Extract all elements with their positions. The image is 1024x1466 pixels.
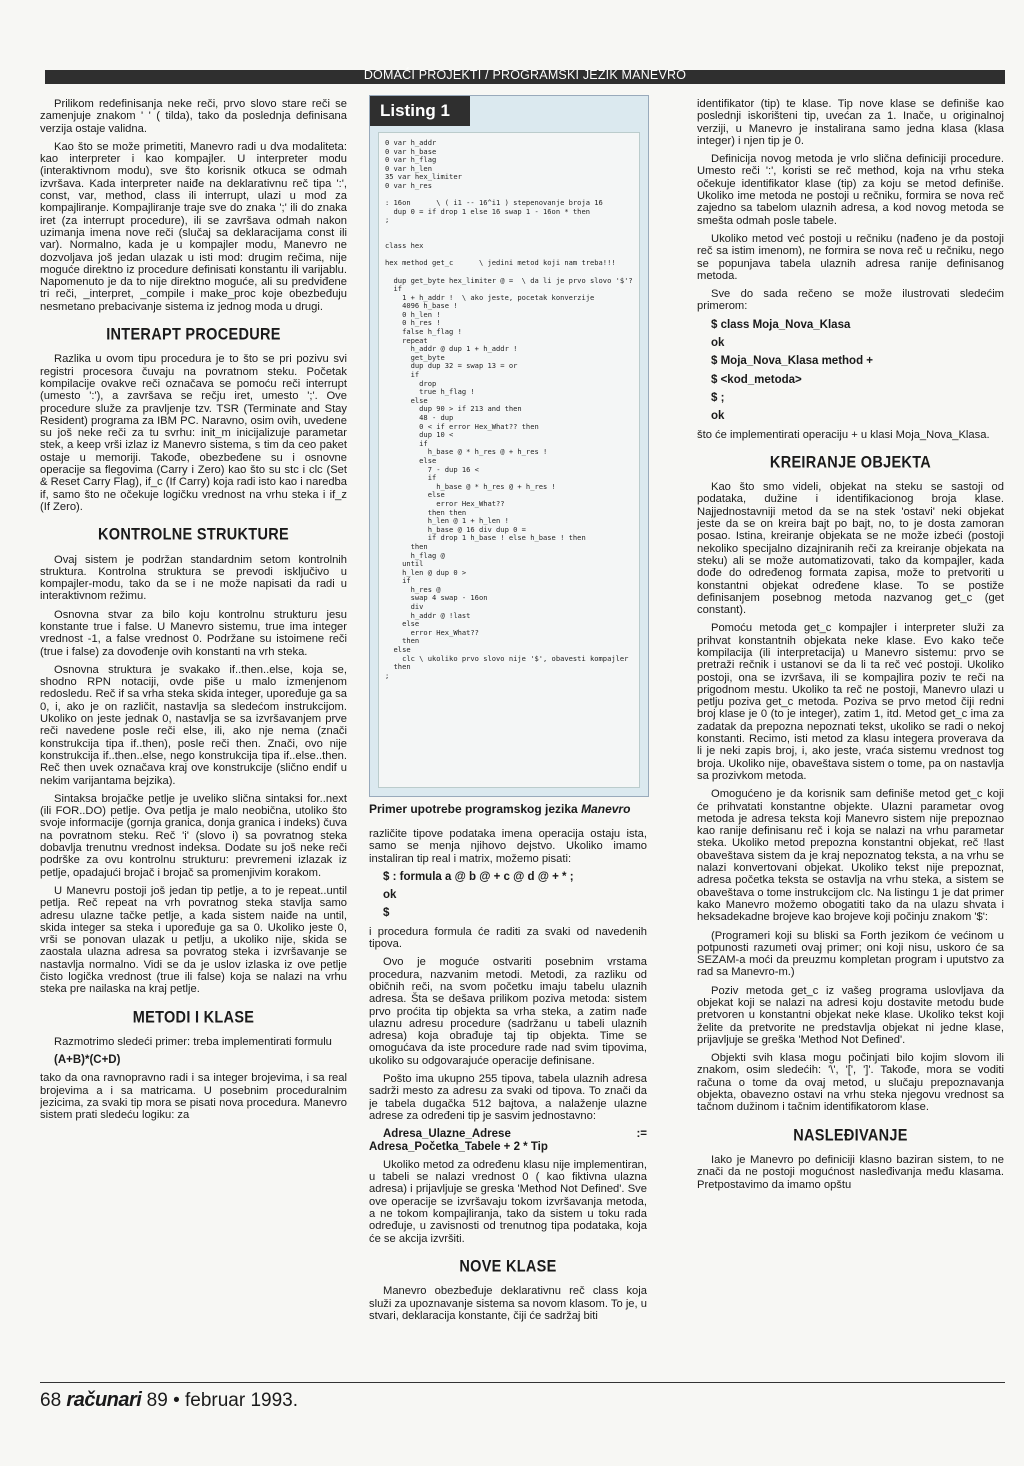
article-column-3 bbox=[697, 98, 1004, 1383]
paragraph: Ovo je moguće ostvariti posebnim vrstama procedura, nazvanim metodi. Metodi, za razliku od običnih reči, na svom početku imaju tabelu ulaznih adresa. Šta se dešava prilikom poziva metoda: sistem prvo proćita tip objekta sa vrha steka, a zatim nađe ulaznu adresu procedure (sadržanu u tabeli ulaznih adresa) koja obrađuje taj tip objekta. Time se omogućava da iste procedure rade nad svim tipovima, ukoliko su odgovarajuće operacije definisane. bbox=[369, 956, 647, 1067]
footer-bullet: • bbox=[173, 1390, 180, 1411]
listing-code-panel bbox=[378, 132, 640, 788]
issue-date: februar 1993. bbox=[185, 1390, 299, 1411]
paragraph: Omogućeno je da korisnik sam definiše metod get_c koji će prihvatati konstantne objekte. Ulazni parametar ovog metoda je adresa teksta koji Manevro sistem nije prepoznao kao ranije definisanu reč i koja se nalazi na vrhu parametar steka. Ukoliko metod prepozna konstantni objekat, reč !last obaveštava sistem da je kraj nepoznatog teksta, a na vrhu se nalazi konvertovani objekat. Ukoliko tekst nije prepoznat, adresa početka teksta se ostavlja na vrhu steka, a sistem se obaveštava o tome instrukcijom clc. Na listingu 1 je dat primer kako Manevro možemo obogatiti tako da na ulazu shvata i heksadekadne brojeve kao brojeve koji počinju znakom '$': bbox=[697, 788, 1004, 924]
listing-box bbox=[369, 95, 649, 797]
paragraph: Ukoliko metod za određenu klasu nije implementiran, u tabeli se nalazi vrednost 0 ( kao fiktivna ulazna adresa) i prijavljuje se greska 'Method Not Defined'. Sve ove operacije se izvršavaju tokom izvršavanja metoda, a ne tokom kompajliranja, tako da sistem u toku rada određuje, u zavisnosti od trenutnog tipa podataka, koja će se akcija izvršiti. bbox=[369, 1158, 647, 1245]
code-line: ok bbox=[711, 410, 725, 423]
paragraph: i procedura formula će raditi za svaki od navedenih tipova. bbox=[369, 925, 647, 951]
paragraph: Razmotrimo sledeći primer: treba implementirati formulu bbox=[54, 1035, 332, 1048]
code-line: $ bbox=[383, 907, 390, 920]
section-heading-kontrolne: KONTROLNE STRUKTURE bbox=[98, 525, 289, 545]
section-heading-interapt: INTERAPT PROCEDURE bbox=[106, 325, 281, 345]
code-line: $ class Moja_Nova_Klasa bbox=[711, 318, 851, 331]
section-heading-nove-klase: NOVE KLASE bbox=[459, 1257, 557, 1277]
footer-line bbox=[40, 1389, 298, 1412]
section-header-title: DOMAĆI PROJEKTI / PROGRAMSKI JEZIK MANEVRO bbox=[363, 68, 687, 82]
paragraph: Pomoću metoda get_c kompajler i interpreter služi za prihvat konstantnih objekata neke klase. Evo kako teče kompilacija (ili interpretacija) u Manevro sistemu: prvo se pretraži rečnik i ustanovi se da li ta reč već postoji. Ukoliko postoji, ona se izvršava, ili se kompajlira poziv te reči na prigodnom mestu. Ukoliko ta reč ne postoji, Manevro ulazi u petlju poziva get_c metoda. Poziva se prvo metod čiji redni broj klase je 0 (to je integer), zatim 1, itd. Metod get_c ima za zadatak da prepozna nepoznati tekst, ukoliko se radi o nekoj konstanti. Recimo, isti metod za klasu integera proverava da li je neki zapis broj, i, ako jeste, vraća sistemu vrednost tog broja. Ukoliko nije, obaveštava sistem o tome, pa on nastavlja sa prozivkom metoda. bbox=[697, 622, 1004, 782]
listing-title: Listing 1 bbox=[370, 96, 470, 126]
paragraph: Iako je Manevro po definiciji klasno baziran sistem, to ne znači da ne postoji mogućnost nasleđivanja među klasama. Pretpostavimo da imamo opštu bbox=[697, 1153, 1004, 1191]
paragraph: Sve do sada rečeno se može ilustrovati sledećim primerom: bbox=[697, 288, 1004, 313]
issue-number: 89 bbox=[146, 1390, 168, 1411]
article-column-2 bbox=[369, 828, 647, 1378]
paragraph: identifikator (tip) te klase. Tip nove klase se definiše kao poslednji iskorišteni tip, uvećan za 1. Inače, u originalnoj verziji, u Manevro je instalirana samo jedna klasa (klasa integer) i njen tip je 0. bbox=[697, 98, 1004, 147]
listing-caption-italic: Manevro bbox=[581, 802, 631, 816]
formula: Adresa_Ulazne_Adrese := Adresa_Početka_Tabele + 2 * Tip bbox=[369, 1128, 647, 1153]
code-line: ok bbox=[711, 337, 725, 350]
section-heading-nasledjivanje: NASLEĐIVANJE bbox=[793, 1126, 908, 1145]
paragraph: različite tipove podataka imena operacija ostaju ista, samo se menja njihovo dejstvo. Ukoliko imamo instaliran tip real i matrix, možemo pisati: bbox=[369, 828, 647, 865]
paragraph: Osnovna struktura je svakako if..then..else, koja se, shodno RPN notaciji, ovde piše u malo izmenjenom redosledu. Reč if sa vrha steka skida integer, upoređuje ga sa 0, i, ako je on različit, nastavlja sa sledećom instrukcijom. Ukoliko on jeste jednak 0, nastavlja se sa izvršavanjem prve reči navedene posle reči else, ili, ako nje nema (znači konstrukcija tipa if..then), posle reči then. Znači, ovo nije konstrukcija if..then..else, nego konstrukcija tipa if..else..then. Reč then uvek označava kraj ove konstrukcije (slično endif u nekim varijantama bejzika). bbox=[40, 663, 347, 787]
paragraph: što će implementirati operaciju + u klasi Moja_Nova_Klasa. bbox=[697, 428, 990, 441]
paragraph: Osnovna stvar za bilo koju kontrolnu strukturu jesu konstante true i false. U Manevro sistemu, true ima integer vrednost -1, a false vrednost 0. Podržane su istoimene reči (true i false) za dovođenje ovih konstanti na vrh steka. bbox=[40, 608, 347, 658]
paragraph: Prilikom redefinisanja neke reči, prvo slovo stare reči se zamenjuje znakom ' ' ( tilda), tako da poslednja definisana verzija ostaje validna. bbox=[40, 98, 347, 135]
paragraph: Sintaksa brojačke petlje je uveliko slična sintaksi for..next (ili FOR..DO) petlje. Ova petlja je malo neobična, utoliko što svoje informacije (gornja granica, donja granica i indeks) čuva na povratnom steku. Reč 'i' (slovo i) sa povratnog steka dobavlja trenutnu vrednost indeksa. Dodate su još neke reči podrške za ovu kontrolnu strukturu: prevremeni izlazak iz petlje, opadajući brojač i brojač sa promenjivim korakom. bbox=[40, 792, 347, 879]
formula: (A+B)*(C+D) bbox=[54, 1054, 121, 1067]
code-line: $ : formula a @ b @ + c @ d @ + * ; bbox=[383, 870, 574, 883]
paragraph: Kao što smo videli, objekat na steku se sastoji od podataka, dužine i identifikacionog broja klase. Najjednostavniji metod da se na stek 'ostavi' neki objekat jeste da se on kreira bajt po bajt, no, to je dosta zamoran posao. Istina, kreiranje objekata se ne može izbeći (postoji nekoliko specijalno dizajniranih reči za kreiranje objekata na steku) ali se može automatizovati, tako da kompajler, kada dođe do određenog formata zapisa, može to pretvoriti u konstantni objekat određene klase. To se postiže definisanjem posebnog metoda nazvanog get_c (get constant). bbox=[697, 481, 1004, 617]
paragraph: tako da ona ravnopravno radi i sa integer brojevima, i sa real brojevima a i sa matricama. U posebnim proceduralnim jezicima, za svaki tip mora se pisati nova procedura. Manevro sistem prati sledeću logiku: za bbox=[40, 1072, 347, 1122]
page-number: 68 bbox=[40, 1390, 62, 1411]
paragraph: Manevro obezbeđuje deklarativnu reč class koja služi za upoznavanje sistema sa novom klasom. To je, u stvari, deklaracija konstante, čiji će sadržaj biti bbox=[369, 1285, 647, 1322]
listing-code: 0 var h_addr 0 var h_base 0 var h_flag 0 var h_len 35 var hex_limiter 0 var h_res : 16on \ ( i1 -- 16^i1 ) stepenovanje broja 16 dup 0 = if drop 1 else 16 swap 1 - 16on * then ; class hex hex method get_c \ jedini metod koji nam treba!!! dup get_byte hex_limiter @ = \ da li je prvo slovo '$'? if 1 + h_addr ! \ ako jeste, pocetak konverzije 4096 h_base ! 0 h_len ! 0 h_res ! false h_flag ! repeat h_addr @ dup 1 + h_addr ! get_byte dup dup 32 = swap 13 = or if drop true h_flag ! else dup 90 > if 213 and then 48 - dup 0 < if error Hex_What?? then dup 10 < if h_base @ * h_res @ + h_res ! else 7 - dup 16 < if h_base @ * h_res @ + h_res ! else error Hex_What?? then then h_len @ 1 + h_len ! h_base @ 16 div dup 0 = if drop 1 h_base ! else h_base ! then then h_flag @ until h_len @ dup 0 > if h_res @ swap 4 swap - 16on div h_addr @ !last else error Hex_What?? then else clc \ ukoliko prvo slovo nije '$', obavesti kompajler then ; bbox=[385, 138, 633, 680]
paragraph: Ukoliko metod već postoji u rečniku (nađeno je da postoji reč sa istim imenom), ne formira se nova reč u rečniku, nego se popunjava tabela ulaznih adresa ranije definisanog metoda. bbox=[697, 232, 1004, 282]
paragraph: Razlika u ovom tipu procedura je to što se pri pozivu svi registri procesora čuvaju na povratnom steku. Početak kompilacije ovakve reči označava se pomoću reči interrupt (umesto ':'), a završava se rečju iret, umesto ';'. Ove procedure služe za pravljenje tzv. TSR (Terminate and Stay Resident) programa za IBM PC. Naravno, osim ovih, uvedene su još neke reči za tu svrhu: init_m inicijalizuje parametar stek, a keep vrši izlaz iz Manevro sistema, s tim da ceo paket ostaje u memoriji. Takođe, obezbeđene su i osnovne operacije sa flegovima (Carry i Zero) kao što su stc i clc (Set & Reset Carry Flag), if_c (If Carry) koja radi isto kao i naredba if, samo što ne očekuje logičku vrednost na vrhu steka i if_z (If Zero). bbox=[40, 353, 347, 513]
paragraph: Ovaj sistem je podržan standardnim setom kontrolnih struktura. Kontrolna struktura se prevodi isključivo u kompajler-modu, tako da se i ne može napisati da radi u interaktivnom režimu. bbox=[40, 553, 347, 603]
code-line: ok bbox=[383, 889, 397, 902]
paragraph: Definicija novog metoda je vrlo slična definiciji procedure. Umesto reči ':', koristi se reč method, koja na vrhu steka očekuje identifikator klase (tip) za koju se metod definiše. Ukoliko ime metoda ne postoji u rečniku, formira se nova reč zajedno sa tabelom ulaznih adresa, a kod novog metoda se smešta odmah posle tabele. bbox=[697, 153, 1004, 227]
code-line: $ ; bbox=[711, 391, 725, 404]
paragraph: Poziv metoda get_c iz vašeg programa uslovljava da objekat koji se nalazi na adresi koju dostavite metodu bude pretvoren u konstantni objekat neke klase. Ukoliko tekst koji želite da pretvorite ne predstavlja objekat ni jedne klase, prijavljuje se greška 'Method Not Defined'. bbox=[697, 984, 1004, 1046]
page-footer bbox=[40, 1382, 1005, 1411]
section-header-bar bbox=[45, 70, 1005, 84]
paragraph: Kao što se može primetiti, Manevro radi u dva modaliteta: kao interpreter i kao kompajler. U interpreter modu (interaktivnom modu), sve što korisnik otkuca se odmah izvršava. Kada interpreter naiđe na deklarativnu reč tipa ':', const, var, method, class ili interrupt, ulazi u mod za kompajliranje. Kompajliranje traje sve do znaka ';' ili do znaka iret (za interrupt procedure), ili se završava odmah nakon uzimanja imena nove reči (slučaj sa deklaracijama const ili var). Normalno, kada je u kompajler modu, Manevro ne dozvoljava još jedan ulazak u isti mod: drugim rečima, nije moguće direktno iz procedure definisati konstantu ili varijablu. Napomenuto je da to nije direktno moguće, ali su predviđene tri reči, _interpret, _compile i make_proc koje obezbeđuju nesmetano prebacivanje sistema iz jednog moda u drugi. bbox=[40, 140, 347, 313]
code-line: $ <kod_metoda> bbox=[711, 373, 802, 386]
paragraph: Objekti svih klasa mogu počinjati bilo kojim slovom ili znakom, osim sledećih: '\', '[', ']'. Takođe, mora se voditi računa o tome da ovaj metod, u slučaju prepoznavanja objekta, obavezno ostavi na vrhu steka njegovu vrednost sa tačnom dužinom i tačnim identifikatorom klase. bbox=[697, 1052, 1004, 1114]
paragraph: U Manevru postoji još jedan tip petlje, a to je repeat..until petlja. Reč repeat na vrh povratnog steka stavlja samo adresu ulazne tačke petlje, a kada sistem naiđe na until, skida integer sa steka i upoređuje ga sa 0. Ukoliko jeste 0, vrši se ponovan ulazak u petlju, a ukoliko nije, skida se zaostala ulazna adresa sa povratog steka i izvršavanje se nastavlja normalno. Vidi se da je uslov izlaska iz ove petlje čisto logička vrednost (true ili false) koja se nalazi na vrhu steka pre nailaska na kraj petlje. bbox=[40, 884, 347, 996]
paragraph: (Programeri koji su bliski sa Forth jezikom će većinom u potpunosti razumeti ovaj primer; oni koji nisu, uskoro će sa SEZAM-a moći da preuzmu kompletan program i uputstvo za rad sa Manevro-m.) bbox=[697, 929, 1004, 979]
section-heading-kreiranje: KREIRANJE OBJEKTA bbox=[769, 453, 932, 473]
listing-caption-text: Primer upotrebe programskog jezika bbox=[369, 802, 582, 816]
listing-caption bbox=[369, 802, 649, 816]
section-heading-metodi: METODI I KLASE bbox=[132, 1008, 255, 1027]
article-column-1 bbox=[40, 98, 347, 1383]
paragraph: Pošto ima ukupno 255 tipova, tabela ulaznih adresa sadrži mesto za adresu za svaki od tipova. To znači da je tabela dugačka 512 bajtova, a nalaženje ulazne adrese za određeni tip je sasvim jednostavno: bbox=[369, 1073, 647, 1122]
code-line: $ Moja_Nova_Klasa method + bbox=[711, 355, 874, 368]
magazine-brand: računari bbox=[66, 1389, 142, 1411]
